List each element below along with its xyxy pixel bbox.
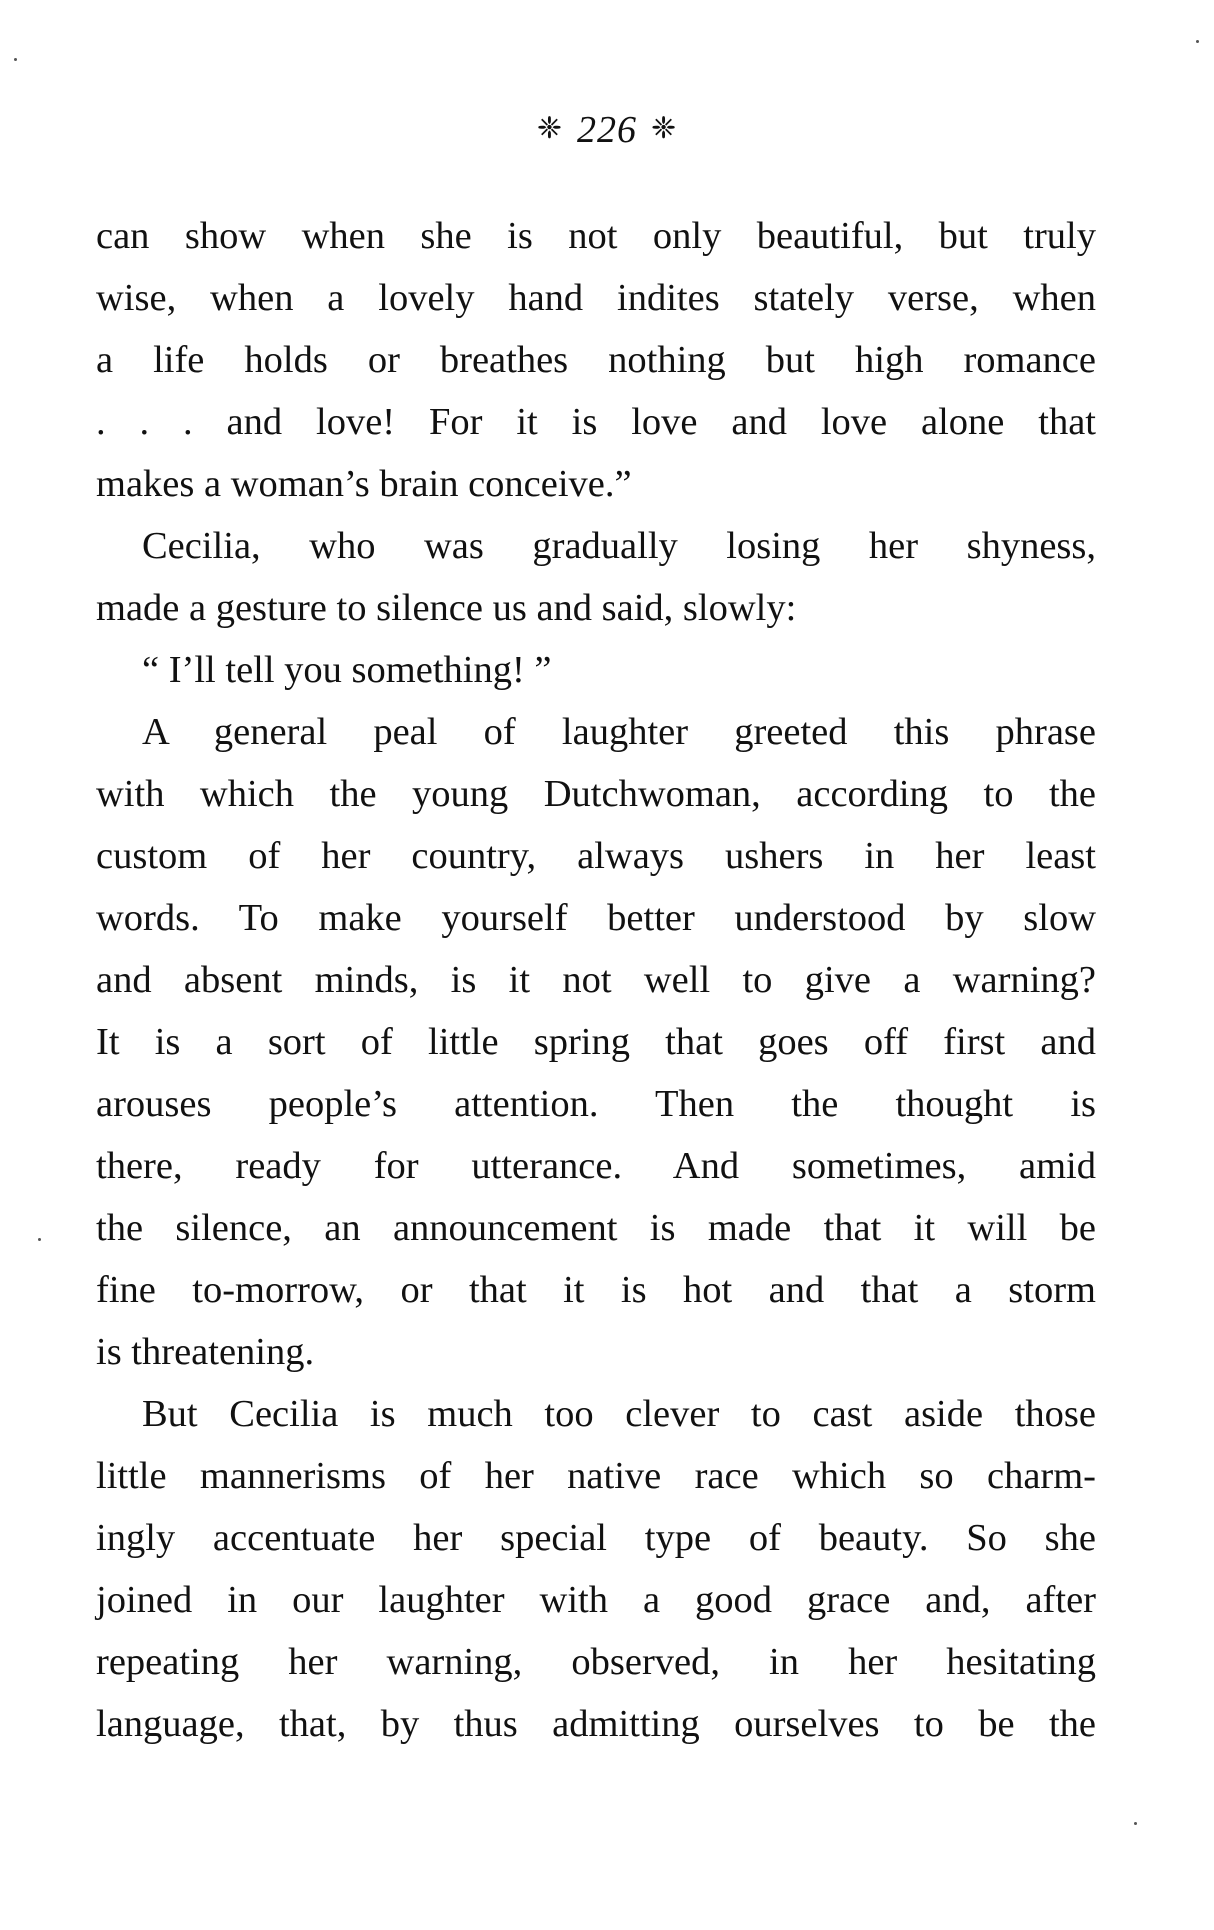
text-line: Cecilia, who was gradually losing her shyness,: [142, 525, 1096, 567]
text-line: “ I’ll tell you something! ”: [142, 649, 552, 691]
ornament-left-icon: ❈: [536, 112, 563, 145]
text-line: arouses people’s attention. Then the thought is: [96, 1083, 1096, 1125]
text-line: the silence, an announcement is made that it will be: [96, 1207, 1096, 1249]
text-line: language, that, by thus admitting ourselves to be the: [96, 1703, 1096, 1745]
paper-speck: [1134, 1822, 1137, 1825]
body-text: [96, 205, 1096, 1755]
text-line: repeating her warning, observed, in her hesitating: [96, 1641, 1096, 1683]
text-line: a life holds or breathes nothing but high romance: [96, 339, 1096, 381]
text-line: It is a sort of little spring that goes off first and: [96, 1021, 1096, 1063]
text-line: makes a woman’s brain conceive.”: [96, 463, 632, 505]
text-line: and absent minds, is it not well to give a warning?: [96, 959, 1096, 1001]
paper-speck: [1196, 40, 1199, 43]
page-number: 226: [577, 109, 637, 151]
text-line: But Cecilia is much too clever to cast aside those: [142, 1393, 1096, 1435]
ornament-right-icon: ❈: [651, 112, 678, 145]
paper-speck: [38, 1238, 41, 1241]
page-header: [0, 108, 1214, 152]
text-line: can show when she is not only beautiful, but truly: [96, 215, 1096, 257]
text-line: A general peal of laughter greeted this phrase: [142, 711, 1096, 753]
text-line: joined in our laughter with a good grace and, after: [96, 1579, 1096, 1621]
text-line: fine to-morrow, or that it is hot and that a storm: [96, 1269, 1096, 1311]
paper-speck: [14, 58, 17, 61]
text-line: little mannerisms of her native race which so charm-: [96, 1455, 1096, 1497]
text-line: wise, when a lovely hand indites stately verse, when: [96, 277, 1096, 319]
text-line: with which the young Dutchwoman, according to the: [96, 773, 1096, 815]
text-line: is threatening.: [96, 1331, 315, 1373]
text-line: words. To make yourself better understood by slow: [96, 897, 1096, 939]
text-line: . . . and love! For it is love and love alone that: [96, 401, 1096, 443]
text-line: ingly accentuate her special type of beauty. So she: [96, 1517, 1096, 1559]
text-line: made a gesture to silence us and said, slowly:: [96, 587, 797, 629]
text-line: custom of her country, always ushers in her least: [96, 835, 1096, 877]
text-line: there, ready for utterance. And sometimes, amid: [96, 1145, 1096, 1187]
